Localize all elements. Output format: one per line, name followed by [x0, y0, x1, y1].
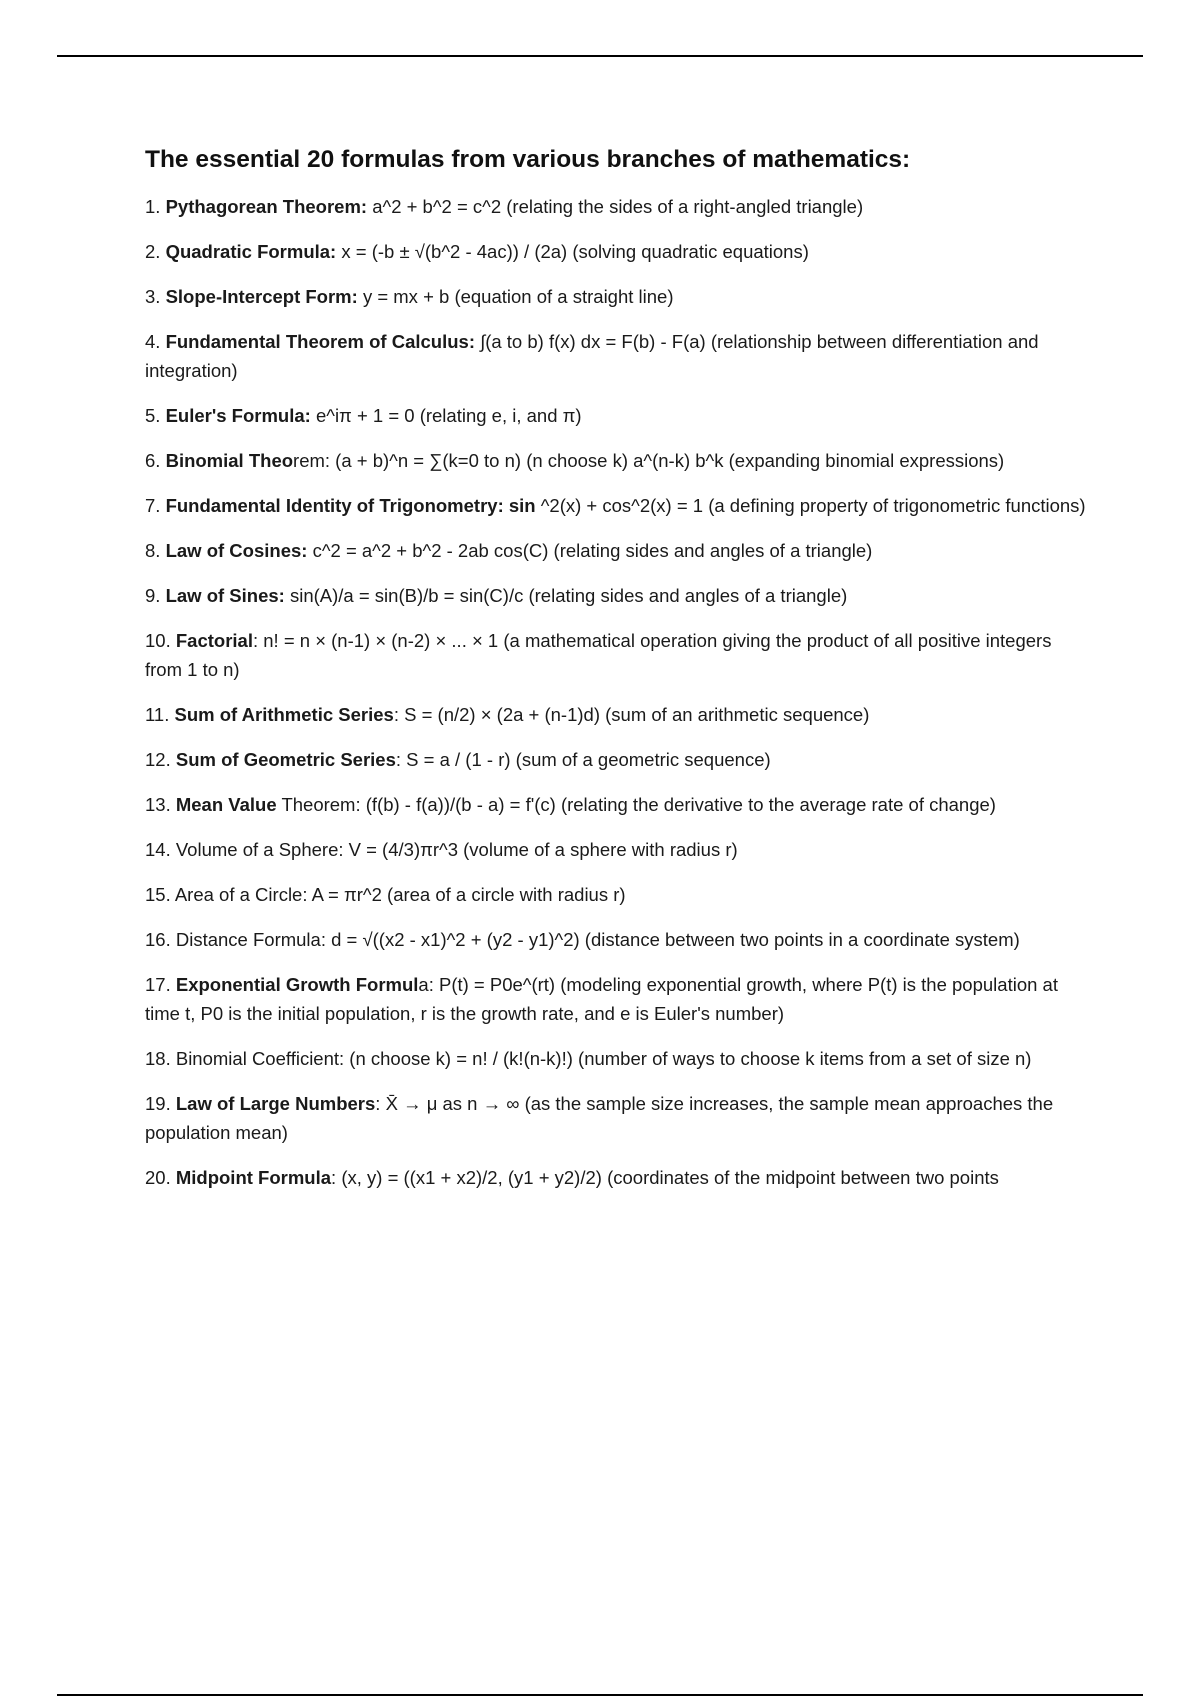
formula-text: ^2(x) + cos^2(x) = 1 (a defining property of trigonometric functions) — [540, 494, 1086, 516]
formula-number: 15. — [145, 883, 171, 905]
formula-name: Fundamental Theorem of Calculus: — [165, 330, 475, 352]
bottom-rule — [57, 1694, 1143, 1696]
formula-item — [145, 626, 1090, 684]
formula-item — [145, 700, 1090, 729]
formula-name: Mean Value — [175, 793, 277, 815]
formula-item — [145, 880, 1090, 909]
formula-name: Law of Cosines: — [165, 539, 308, 561]
top-rule — [57, 55, 1143, 57]
formula-name: Quadratic Formula: — [165, 240, 337, 262]
formula-number: 4. — [145, 330, 161, 352]
formula-item — [145, 1089, 1090, 1147]
formula-text: ∫(a to b) f(x) dx = F(b) - F(a) (relationship between differentiation and integration) — [145, 330, 1039, 381]
formula-number: 1. — [145, 195, 161, 217]
formula-item — [145, 835, 1090, 864]
formula-name: Law of Large Numbers — [175, 1092, 376, 1114]
formula-number: 7. — [145, 494, 161, 516]
formula-text: a^2 + b^2 = c^2 (relating the sides of a right-angled triangle) — [372, 195, 864, 217]
formula-item — [145, 491, 1090, 520]
formula-number: 11. — [145, 703, 170, 725]
formula-number: 14. — [145, 838, 171, 860]
formula-number: 18. — [145, 1047, 171, 1069]
formula-number: 17. — [145, 973, 171, 995]
formula-number: 12. — [145, 748, 171, 770]
formula-name: Law of Sines: — [165, 584, 285, 606]
formula-text: : S = a / (1 - r) (sum of a geometric sequence) — [395, 748, 771, 770]
formula-item — [145, 327, 1090, 385]
formula-item — [145, 745, 1090, 774]
formula-name: Factorial — [175, 629, 253, 651]
formula-number: 10. — [145, 629, 171, 651]
formula-number: 13. — [145, 793, 171, 815]
formula-number: 3. — [145, 285, 161, 307]
formula-number: 16. — [145, 928, 171, 950]
formula-item — [145, 581, 1090, 610]
formula-list — [145, 192, 1090, 1192]
formula-text: sin(A)/a = sin(B)/b = sin(C)/c (relating sides and angles of a triangle) — [289, 584, 848, 606]
formula-name: Midpoint Formula — [175, 1166, 332, 1188]
formula-item — [145, 536, 1090, 565]
formula-item — [145, 446, 1090, 475]
formula-number: 9. — [145, 584, 161, 606]
formula-item — [145, 401, 1090, 430]
formula-name: Binomial Theo — [165, 449, 294, 471]
document-body — [145, 145, 1090, 1208]
document-title: The essential 20 formulas from various branches of mathematics: — [145, 146, 911, 173]
formula-text: Volume of a Sphere: V = (4/3)πr^3 (volume of a sphere with radius r) — [175, 838, 738, 860]
formula-text: : S = (n/2) × (2a + (n-1)d) (sum of an arithmetic sequence) — [393, 703, 870, 725]
formula-name: Fundamental Identity of Trigonometry: sin — [165, 494, 536, 516]
formula-name: Sum of Arithmetic Series — [174, 703, 394, 725]
formula-item — [145, 925, 1090, 954]
formula-number: 5. — [145, 404, 161, 426]
formula-number: 2. — [145, 240, 161, 262]
formula-item — [145, 970, 1090, 1028]
formula-item — [145, 192, 1090, 221]
formula-number: 19. — [145, 1092, 171, 1114]
formula-item — [145, 790, 1090, 819]
formula-text: Distance Formula: d = √((x2 - x1)^2 + (y2 - y1)^2) (distance between two points in a coordinate system) — [175, 928, 1020, 950]
formula-text: e^iπ + 1 = 0 (relating e, i, and π) — [315, 404, 582, 426]
formula-name: Sum of Geometric Series — [175, 748, 396, 770]
formula-text: Binomial Coefficient: (n choose k) = n! / (k!(n-k)!) (number of ways to choose k items from a set of size n) — [175, 1047, 1032, 1069]
formula-text: x = (-b ± √(b^2 - 4ac)) / (2a) (solving quadratic equations) — [341, 240, 809, 262]
formula-text: : (x, y) = ((x1 + x2)/2, (y1 + y2)/2) (coordinates of the midpoint between two points — [331, 1166, 999, 1188]
formula-text: rem: (a + b)^n = ∑(k=0 to n) (n choose k) a^(n-k) b^k (expanding binomial expressions) — [293, 449, 1005, 471]
formula-item — [145, 1044, 1090, 1073]
formula-number: 8. — [145, 539, 161, 561]
formula-number: 20. — [145, 1166, 171, 1188]
formula-item — [145, 237, 1090, 266]
formula-text: c^2 = a^2 + b^2 - 2ab cos(C) (relating sides and angles of a triangle) — [312, 539, 873, 561]
formula-name: Exponential Growth Formul — [175, 973, 419, 995]
formula-name: Slope-Intercept Form: — [165, 285, 358, 307]
formula-text: : X̄ → μ as n → ∞ (as the sample size increases, the sample mean approaches the population mean) — [145, 1092, 1054, 1143]
formula-name: Euler's Formula: — [165, 404, 311, 426]
formula-item — [145, 1163, 1090, 1192]
formula-text: : n! = n × (n-1) × (n-2) × ... × 1 (a mathematical operation giving the product of all positive integers from 1 to n) — [145, 629, 1052, 680]
formula-text: Area of a Circle: A = πr^2 (area of a circle with radius r) — [174, 883, 626, 905]
formula-text: y = mx + b (equation of a straight line) — [362, 285, 674, 307]
formula-item — [145, 282, 1090, 311]
formula-number: 6. — [145, 449, 161, 471]
formula-text: a: P(t) = P0e^(rt) (modeling exponential growth, where P(t) is the population at time t, P0 is the initial population, r is the growth rate, and e is Euler's number) — [145, 973, 1058, 1024]
formula-text: Theorem: (f(b) - f(a))/(b - a) = f'(c) (relating the derivative to the average rate of change) — [281, 793, 996, 815]
formula-name: Pythagorean Theorem: — [165, 195, 368, 217]
